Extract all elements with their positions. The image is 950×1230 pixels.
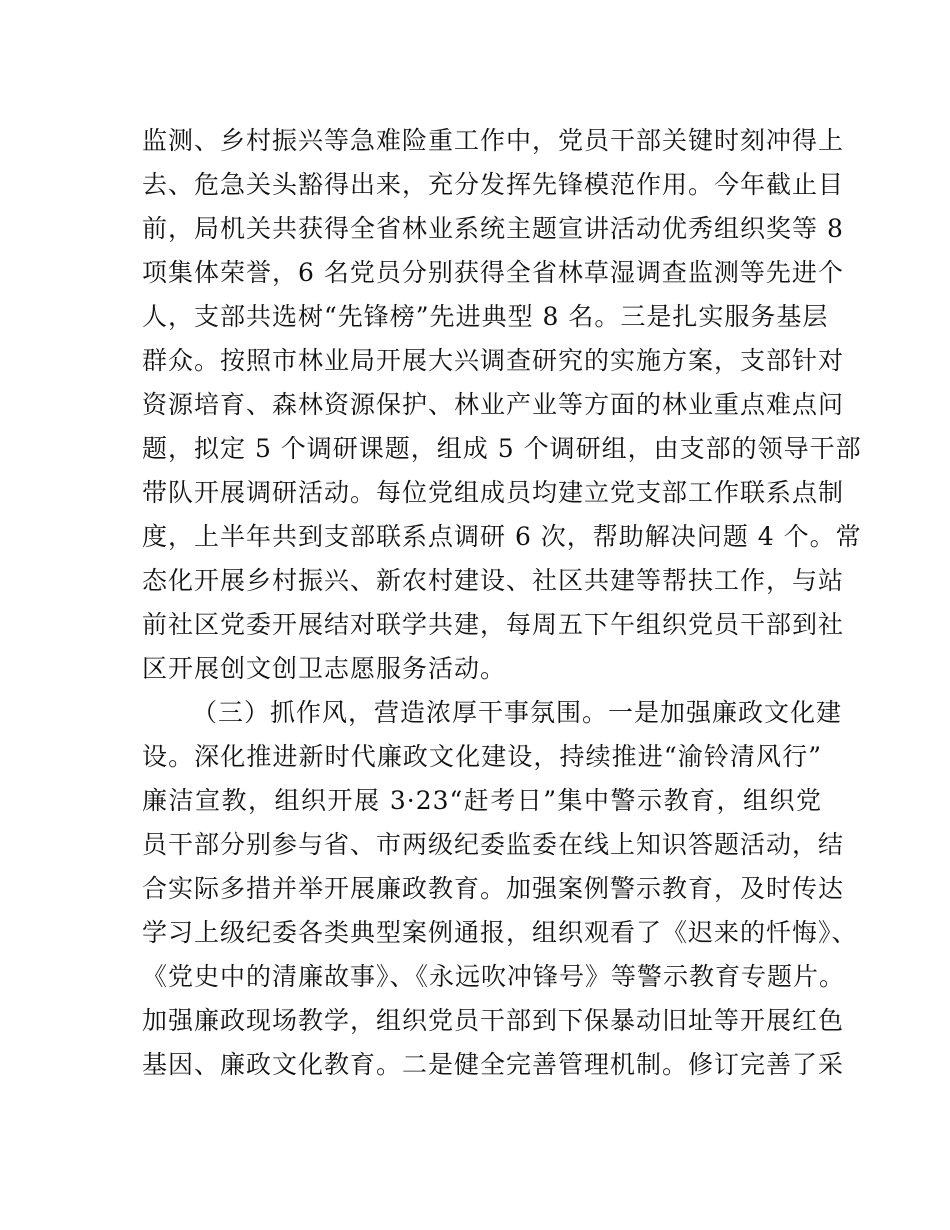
paragraph-line: 人，支部共选树“先锋榜”先进典型 8 名。三是扎实服务基层: [142, 302, 829, 331]
paragraph-line: 监测、乡村振兴等急难险重工作中，党员干部关键时刻冲得上: [142, 126, 845, 155]
paragraph-line: 前，局机关共获得全省林业系统主题宣讲活动优秀组织奖等 8: [142, 214, 844, 243]
paragraph-line: 项集体荣誉，6 名党员分别获得全省林草湿调查监测等先进个: [142, 258, 844, 287]
paragraph-line: 区开展创文创卫志愿服务活动。: [142, 654, 507, 683]
section-heading-line: （三）抓作风，营造浓厚干事氛围。一是加强廉政文化建: [192, 698, 843, 727]
paragraph-work-style: [142, 691, 858, 1087]
paragraph-line: 度，上半年共到支部联系点调研 6 次，帮助解决问题 4 个。常: [142, 522, 862, 551]
paragraph-line: 廉洁宣教，组织开展 3·23“赶考日”集中警示教育，组织党: [142, 786, 822, 815]
paragraph-line: 去、危急关头豁得出来，充分发挥先锋模范作用。今年截止目: [142, 170, 845, 199]
paragraph-service-grassroots: [142, 119, 862, 691]
paragraph-line: 设。深化推进新时代廉政文化建设，持续推进“渝铃清风行”: [142, 742, 822, 771]
paragraph-line: 员干部分别参与省、市两级纪委监委在线上知识答题活动，结: [142, 830, 845, 859]
paragraph-line: 资源培育、森林资源保护、林业产业等方面的林业重点难点问: [142, 390, 845, 419]
paragraph-line: 前社区党委开展结对联学共建，每周五下午组织党员干部到社: [142, 610, 845, 639]
paragraph-line: 合实际多措并举开展廉政教育。加强案例警示教育，及时传达: [142, 874, 845, 903]
paragraph-line: 态化开展乡村振兴、新农村建设、社区共建等帮扶工作，与站: [142, 566, 845, 595]
paragraph-line: 带队开展调研活动。每位党组成员均建立党支部工作联系点制: [142, 478, 845, 507]
paragraph-line: 学习上级纪委各类典型案例通报，组织观看了《迟来的忏悔》、: [142, 918, 858, 947]
paragraph-line: 群众。按照市林业局开展大兴调查研究的实施方案，支部针对: [142, 346, 845, 375]
paragraph-line: 《党史中的清廉故事》、《永远吹冲锋号》等警示教育专题片。: [142, 962, 846, 991]
paragraph-line: 基因、廉政文化教育。二是健全完善管理机制。修订完善了采: [142, 1050, 845, 1079]
paragraph-line: 加强廉政现场教学，组织党员干部到下保暴动旧址等开展红色: [142, 1006, 845, 1035]
paragraph-line: 题，拟定 5 个调研课题，组成 5 个调研组，由支部的领导干部: [142, 434, 862, 463]
